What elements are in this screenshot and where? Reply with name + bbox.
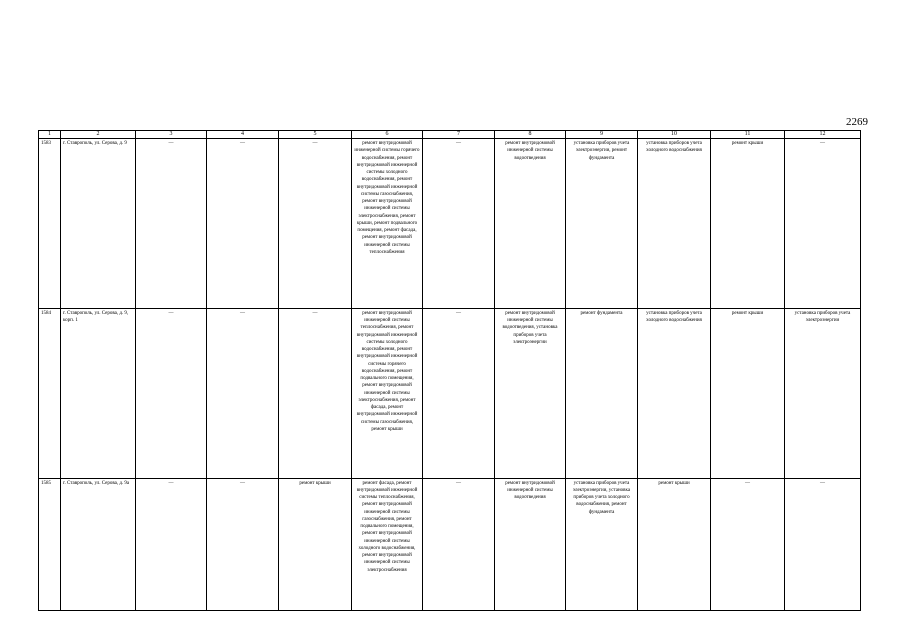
works-cell: ремонт крыши <box>711 308 785 478</box>
works-cell: установка приборов учета электроэнергии, ремонт фундамента <box>566 139 638 309</box>
empty-dash-cell: — <box>785 478 861 610</box>
empty-dash-cell: — <box>423 478 495 610</box>
works-cell: ремонт внутридомовой инженерной системы горячего водоснабжения, ремонт внутридомовой инженерной системы холодного водоснабжения, ремонт внутридомовой инженерной системы газоснабжения, ремонт внутридомовой инженерной системы электроснабжения, ремонт крыши, ремонт подвального помещения, ремонт фасада, ремонт внутридомовой инженерной системы теплоснабжения <box>352 139 423 309</box>
column-header: 1 <box>39 131 61 139</box>
empty-dash-cell: — <box>207 478 279 610</box>
repair-schedule-table <box>38 130 861 611</box>
empty-dash-cell: — <box>279 308 352 478</box>
column-header: 6 <box>352 131 423 139</box>
works-cell: установка приборов учета электроэнергии, установка приборов учета холодного водоснабжения, ремонт фундамента <box>566 478 638 610</box>
column-number-row <box>39 131 861 139</box>
row-number: 1583 <box>39 139 61 309</box>
table-row <box>39 478 861 610</box>
column-header: 7 <box>423 131 495 139</box>
row-number: 1585 <box>39 478 61 610</box>
column-header: 3 <box>136 131 207 139</box>
empty-dash-cell: — <box>711 478 785 610</box>
column-header: 5 <box>279 131 352 139</box>
empty-dash-cell: — <box>136 308 207 478</box>
address-cell: г. Ставрополь, ул. Серова, д. 9, корп. 1 <box>61 308 136 478</box>
empty-dash-cell: — <box>207 139 279 309</box>
table-row <box>39 139 861 309</box>
works-cell: ремонт крыши <box>638 478 711 610</box>
column-header: 2 <box>61 131 136 139</box>
works-cell: ремонт внутридомовой инженерной системы водоотведения <box>495 478 566 610</box>
works-cell: установка приборов учета электроэнергии <box>785 308 861 478</box>
works-cell: ремонт крыши <box>279 478 352 610</box>
works-cell: ремонт внутридомовой инженерной системы теплоснабжения, ремонт внутридомовой инженерной системы холодного водоснабжения, ремонт внутридомовой инженерной системы горячего водоснабжения, ремонт подвального помещения, ремонт внутридомовой инженерной системы электроснабжения, ремонт фасада, ремонт внутридомовой инженерной системы газоснабжения, ремонт крыши <box>352 308 423 478</box>
empty-dash-cell: — <box>136 478 207 610</box>
column-header: 10 <box>638 131 711 139</box>
empty-dash-cell: — <box>279 139 352 309</box>
column-header: 11 <box>711 131 785 139</box>
row-number: 1584 <box>39 308 61 478</box>
empty-dash-cell: — <box>785 139 861 309</box>
address-cell: г. Ставрополь, ул. Серова, д. 9 <box>61 139 136 309</box>
page-number: 2269 <box>846 116 868 128</box>
works-cell: ремонт фундамента <box>566 308 638 478</box>
column-header: 8 <box>495 131 566 139</box>
works-cell: ремонт фасада, ремонт внутридомовой инженерной системы теплоснабжения, ремонт внутридомовой инженерной системы газоснабжения, ремонт подвального помещения, ремонт внутридомовой инженерной системы холодного водоснабжения, ремонт внутридомовой инженерной системы электроснабжения <box>352 478 423 610</box>
empty-dash-cell: — <box>136 139 207 309</box>
address-cell: г. Ставрополь, ул. Серова, д. 9а <box>61 478 136 610</box>
column-header: 12 <box>785 131 861 139</box>
empty-dash-cell: — <box>207 308 279 478</box>
column-header: 9 <box>566 131 638 139</box>
works-cell: ремонт крыши <box>711 139 785 309</box>
works-cell: ремонт внутридомовой инженерной системы водоотведения, установка приборов учета электроэнергии <box>495 308 566 478</box>
empty-dash-cell: — <box>423 308 495 478</box>
works-cell: установка приборов учета холодного водоснабжения <box>638 139 711 309</box>
table-row <box>39 308 861 478</box>
works-cell: ремонт внутридомовой инженерной системы водоотведения <box>495 139 566 309</box>
works-cell: установка приборов учета холодного водоснабжения <box>638 308 711 478</box>
empty-dash-cell: — <box>423 139 495 309</box>
column-header: 4 <box>207 131 279 139</box>
